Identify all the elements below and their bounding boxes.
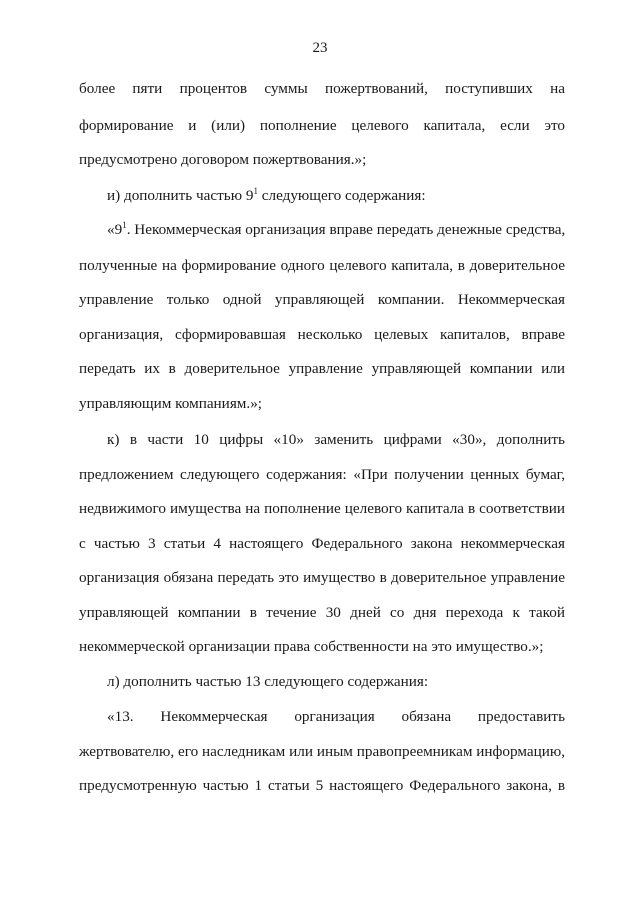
page-number: 23 [312, 40, 328, 56]
text-line: с частью 3 статьи 4 настоящего Федерального закона некоммерческая [79, 535, 565, 552]
paragraph-i [107, 186, 565, 206]
paragraph-13: «13. Некоммерческая организация обязана предоставить [107, 708, 565, 725]
superscript: 1 [122, 220, 127, 230]
paragraph-k: к) в части 10 цифры «10» заменить цифрами «30», дополнить [107, 431, 565, 448]
text-line: предложением следующего содержания: «При получении ценных бумаг, [79, 466, 565, 483]
text-fragment: и) дополнить частью 9 [107, 187, 254, 204]
text-line: полученные на формирование одного целевого капитала, в доверительное [79, 257, 565, 274]
text-line: передать их в доверительное управление управляющей компании или [79, 360, 565, 377]
text-line: предусмотрено договором пожертвования.»; [79, 151, 367, 168]
text-line: управление только одной управляющей компании. Некоммерческая [79, 291, 565, 308]
text-line: формирование и (или) пополнение целевого капитала, если это [79, 117, 565, 134]
paragraph-9-1 [107, 220, 565, 240]
text-fragment: «9 [107, 221, 123, 238]
text-fragment: . Некоммерческая организация вправе передать денежные средства, [126, 221, 566, 238]
text-line: организация обязана передать это имущество в доверительное управление [79, 569, 565, 586]
text-line: жертвователю, его наследникам или иным правопреемникам информацию, [79, 743, 565, 760]
text-line: предусмотренную частью 1 статьи 5 настоящего Федерального закона, в [79, 777, 565, 794]
superscript: 1 [253, 186, 258, 196]
paragraph-l: л) дополнить частью 13 следующего содержания: [107, 673, 429, 690]
text-line: организация, сформировавшая несколько целевых капиталов, вправе [79, 326, 565, 343]
text-line: управляющим компаниям.»; [79, 395, 263, 412]
text-line: управляющей компании в течение 30 дней со дня перехода к такой [79, 604, 565, 621]
text-line: более пяти процентов суммы пожертвований, поступивших на [79, 80, 565, 97]
text-fragment: следующего содержания: [261, 187, 426, 204]
text-line: недвижимого имущества на пополнение целевого капитала в соответствии [79, 500, 565, 517]
text-line: некоммерческой организации права собственности на это имущество.»; [79, 638, 544, 655]
